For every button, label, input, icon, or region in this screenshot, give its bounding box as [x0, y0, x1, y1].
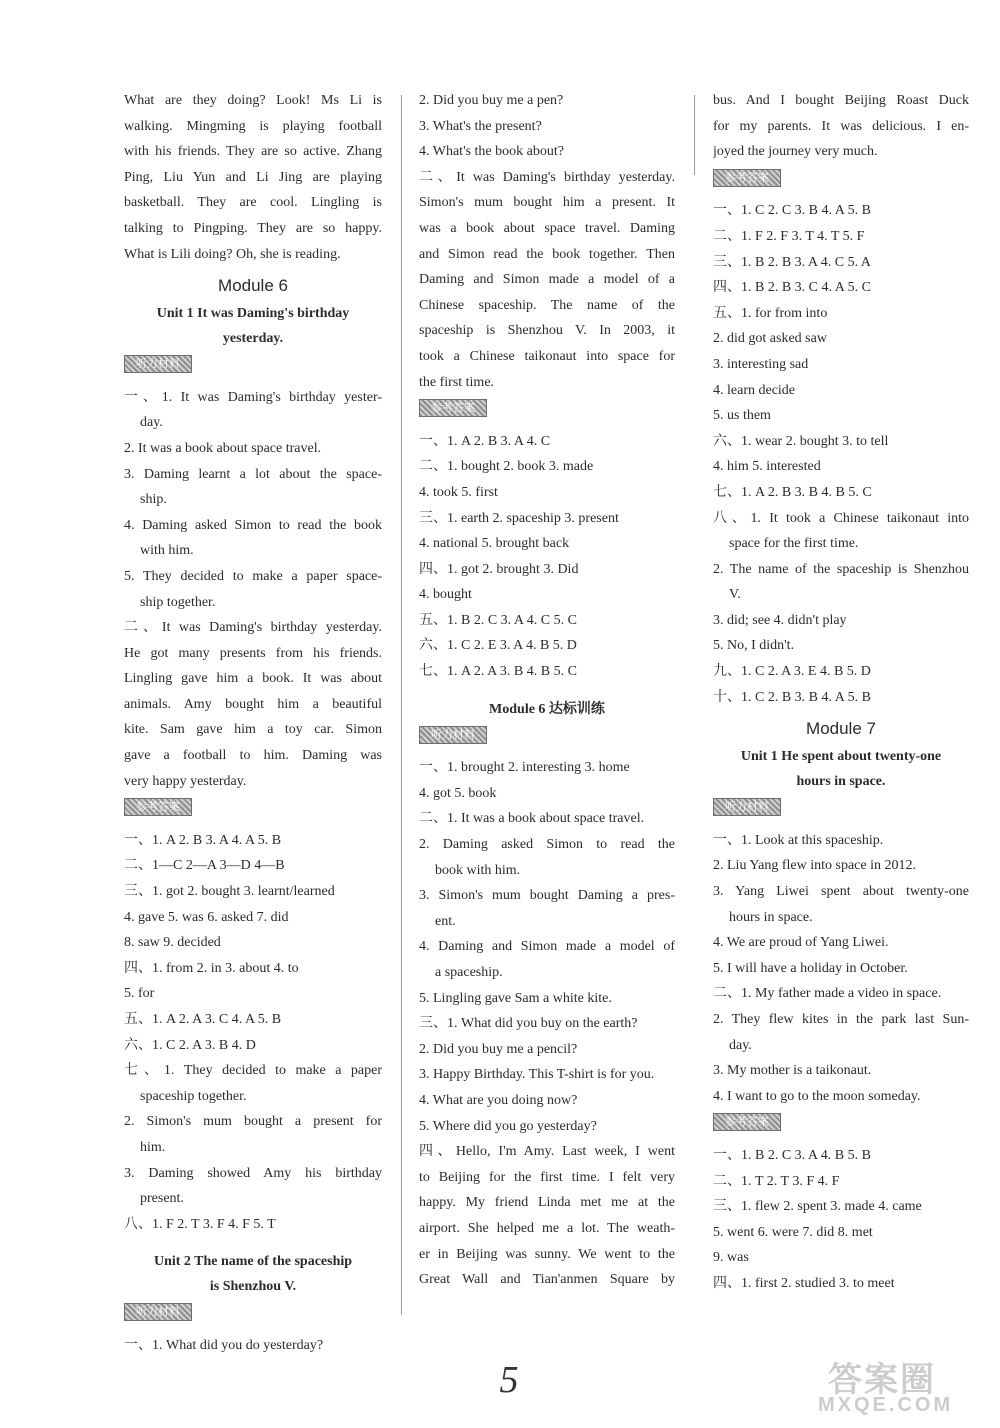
text-line: 4. What are you doing now?	[419, 1092, 578, 1108]
section-tag: 听力材料	[419, 726, 487, 744]
text-line: 4. got 5. book	[419, 785, 497, 801]
section-tag-row	[124, 794, 382, 828]
text-line: 4. gave 5. was 6. asked 7. did	[124, 909, 289, 925]
text-line: He got many presents from his friends.	[124, 645, 382, 661]
text-line: 一、1. A 2. B 3. A 4. C	[419, 433, 551, 449]
text-line: 5. went 6. were 7. did 8. met	[713, 1224, 873, 1240]
text-line: gave a football to him. Daming was	[124, 748, 382, 764]
text-line: 四、1. first 2. studied 3. to meet	[713, 1275, 895, 1291]
text-line: joyed the journey very much.	[713, 144, 878, 160]
text-line: 2. Did you buy me a pencil?	[419, 1041, 578, 1057]
text-line: 三、1. What did you buy on the earth?	[419, 1016, 638, 1032]
text-line: book with him.	[435, 862, 521, 878]
text-line: 七、1. A 2. B 3. B 4. B 5. C	[713, 484, 872, 500]
text-line: Chinese spaceship. The name of the	[419, 297, 675, 313]
section-tag-row	[713, 794, 969, 828]
text-line: 3. Simon's mum bought Daming a pres-	[419, 888, 675, 904]
unit-heading: hours in space.	[796, 774, 886, 790]
column-middle	[419, 88, 675, 1293]
text-line: 2. did got asked saw	[713, 331, 827, 347]
watermark-top-text: 答案圈	[828, 1360, 936, 1400]
spacer	[124, 1237, 382, 1249]
text-line: space for the first time.	[729, 536, 859, 552]
text-line: 六、1. C 2. A 3. B 4. D	[124, 1037, 256, 1053]
text-line: 3. What's the present?	[419, 118, 542, 134]
module-heading: Module 6	[218, 276, 288, 296]
text-line: 五、1. for from into	[713, 305, 828, 321]
section-tag: 听力材料	[124, 1303, 192, 1321]
text-line: 3. Daming showed Amy his birthday	[124, 1165, 382, 1181]
text-line: 三、1. earth 2. spaceship 3. present	[419, 510, 619, 526]
section-tag: 参考答案	[713, 1113, 781, 1131]
text-line: Lingling gave him a book. It was about	[124, 671, 382, 687]
text-line: airport. She helped me a lot. The weath-	[419, 1220, 675, 1236]
text-line: spaceship together.	[140, 1088, 247, 1104]
text-line: to Beijing for the first time. I felt very	[419, 1169, 675, 1185]
text-line: 3. interesting sad	[713, 356, 809, 372]
text-line: 3. My mother is a taikonaut.	[713, 1063, 872, 1079]
text-line: 5. Lingling gave Sam a white kite.	[419, 990, 612, 1006]
section-tag-row	[124, 351, 382, 385]
text-line: 4. Daming and Simon made a model of	[419, 939, 675, 955]
section-tag-row	[713, 165, 969, 199]
text-line: took a Chinese taikonaut into space for	[419, 348, 675, 364]
text-line: very happy yesterday.	[124, 773, 247, 789]
text-line: What is Lili doing? Oh, she is reading.	[124, 246, 341, 262]
text-line: 二、1. bought 2. book 3. made	[419, 459, 594, 475]
text-line: 8. saw 9. decided	[124, 935, 221, 951]
text-line: the first time.	[419, 374, 495, 390]
module-heading: Module 7	[806, 719, 876, 739]
watermark-logo	[818, 1352, 988, 1418]
text-line: 六、1. wear 2. bought 3. to tell	[713, 433, 889, 449]
text-line: 9. was	[713, 1250, 749, 1266]
text-line: hours in space.	[729, 909, 813, 925]
text-line: Daming and Simon made a model of a	[419, 272, 675, 288]
text-line: 2. The name of the spaceship is Shenzhou	[713, 561, 969, 577]
text-line: was a book about space travel. Daming	[419, 220, 675, 236]
text-line: 二、It was Daming's birthday yesterday.	[419, 169, 675, 185]
text-line: 一、1. brought 2. interesting 3. home	[419, 760, 630, 776]
text-line: 六、1. C 2. E 3. A 4. B 5. D	[419, 638, 577, 654]
text-line: 一、1. C 2. C 3. B 4. A 5. B	[713, 203, 871, 219]
text-line: 2. Daming asked Simon to read the	[419, 837, 675, 853]
text-line: 七、1. A 2. A 3. B 4. B 5. C	[419, 664, 577, 680]
text-line: ship together.	[140, 594, 216, 610]
section-tag-row	[419, 395, 675, 429]
text-line: 七、1. They decided to make a paper	[124, 1063, 382, 1079]
unit-heading: yesterday.	[222, 331, 284, 347]
text-line: 5. for	[124, 986, 155, 1002]
text-line: Simon's mum bought him a present. It	[419, 195, 675, 211]
text-line: 二、1. My father made a video in space.	[713, 986, 942, 1002]
text-line: Great Wall and Tian'anmen Square by	[419, 1272, 675, 1288]
text-line: 5. I will have a holiday in October.	[713, 960, 908, 976]
text-line: 五、1. B 2. C 3. A 4. C 5. C	[419, 612, 577, 628]
section-tag-row	[713, 1109, 969, 1143]
text-line: Ping, Liu Yun and Li Jing are playing	[124, 169, 382, 185]
column-left	[124, 88, 382, 1359]
column-divider-left	[401, 95, 402, 1315]
text-line: 四、1. from 2. in 3. about 4. to	[124, 960, 299, 976]
section-tag: 参考答案	[419, 399, 487, 417]
text-line: 2. Liu Yang flew into space in 2012.	[713, 858, 916, 874]
text-line: 二、1. T 2. T 3. F 4. F	[713, 1173, 840, 1189]
text-line: spaceship is Shenzhou V. In 2003, it	[419, 323, 675, 339]
text-line: 二、It was Daming's birthday yesterday.	[124, 620, 382, 636]
text-line: day.	[729, 1037, 752, 1053]
text-line: kite. Sam gave him a toy car. Simon	[124, 722, 382, 738]
text-line: 二、1. F 2. F 3. T 4. T 5. F	[713, 228, 865, 244]
text-line: 3. did; see 4. didn't play	[713, 612, 847, 628]
text-line: 2. Did you buy me a pen?	[419, 93, 564, 108]
text-line: 一、1. Look at this spaceship.	[713, 832, 884, 848]
column-divider-right	[694, 95, 695, 175]
section-tag: 参考答案	[713, 169, 781, 187]
text-line: day.	[140, 415, 163, 431]
watermark-url-text: MXQE.COM	[818, 1394, 954, 1416]
unit-heading: Unit 1 It was Daming's birthday	[156, 306, 350, 322]
column-right	[713, 88, 969, 1297]
text-line: 5. They decided to make a paper space-	[124, 568, 382, 584]
text-line: 四、1. got 2. brought 3. Did	[419, 561, 579, 577]
text-line: present.	[140, 1191, 184, 1207]
text-line: 二、1—C 2—A 3—D 4—B	[124, 858, 285, 874]
spacer	[419, 685, 675, 697]
unit-heading: Module 6 达标训练	[489, 701, 605, 717]
text-line: 5. us them	[713, 408, 771, 424]
text-line: 四、1. B 2. B 3. C 4. A 5. C	[713, 280, 871, 296]
text-line: basketball. They are cool. Lingling is	[124, 195, 382, 211]
text-line: 二、1. It was a book about space travel.	[419, 811, 645, 827]
text-line: 2. They flew kites in the park last Sun-	[713, 1012, 969, 1027]
text-line: 十、1. C 2. B 3. B 4. A 5. B	[713, 689, 871, 705]
text-line: 5. No, I didn't.	[713, 638, 795, 654]
text-line: with his friends. They are so active. Zhang	[124, 144, 382, 160]
unit-heading: Unit 2 The name of the spaceship	[153, 1254, 353, 1270]
text-line: a spaceship.	[435, 965, 503, 980]
text-line: 4. national 5. brought back	[419, 536, 570, 552]
text-line: V.	[729, 587, 741, 603]
text-line: 4. him 5. interested	[713, 459, 821, 475]
text-line: 4. bought	[419, 587, 472, 603]
text-line: 3. Daming learnt a lot about the space-	[124, 466, 382, 482]
text-line: 4. learn decide	[713, 382, 796, 398]
unit-heading: is Shenzhou V.	[209, 1279, 297, 1295]
text-line: ship.	[140, 492, 167, 508]
text-line: 4. Daming asked Simon to read the book	[124, 517, 382, 533]
section-tag: 听力材料	[124, 355, 192, 373]
text-line: 5. Where did you go yesterday?	[419, 1118, 597, 1134]
text-line: 三、1. flew 2. spent 3. made 4. came	[713, 1199, 922, 1215]
text-line: animals. Amy bought him a beautiful	[124, 696, 382, 712]
text-line: bus. And I bought Beijing Roast Duck	[713, 93, 969, 108]
text-line: 九、1. C 2. A 3. E 4. B 5. D	[713, 664, 871, 680]
text-line: What are they doing? Look! Ms Li is	[124, 93, 382, 108]
text-line: and Simon read the book together. Then	[419, 246, 675, 262]
text-line: 2. It was a book about space travel.	[124, 440, 322, 456]
text-line: him.	[140, 1139, 166, 1155]
text-line: 三、1. got 2. bought 3. learnt/learned	[124, 884, 335, 900]
text-line: 2. Simon's mum bought a present for	[124, 1114, 382, 1130]
text-line: 3. Happy Birthday. This T-shirt is for you.	[419, 1067, 655, 1083]
page-number: 5	[499, 1359, 519, 1401]
section-tag: 听力材料	[713, 798, 781, 816]
text-line: for my parents. It was delicious. I en-	[713, 118, 969, 134]
text-line: er in Beijing was sunny. We went to the	[419, 1246, 675, 1262]
text-line: 4. I want to go to the moon someday.	[713, 1088, 921, 1104]
text-line: 一、1. What did you do yesterday?	[124, 1337, 324, 1353]
unit-heading: Unit 1 He spent about twenty-one	[740, 749, 942, 765]
text-line: 4. took 5. first	[419, 484, 498, 500]
text-line: talking to Pingping. They are so happy.	[124, 220, 382, 236]
section-tag-row	[419, 722, 675, 756]
text-line: happy. My friend Linda met me at the	[419, 1195, 675, 1211]
text-line: 三、1. B 2. B 3. A 4. C 5. A	[713, 254, 871, 270]
text-line: 一、1. It was Daming's birthday yester-	[124, 389, 382, 405]
text-line: 八、1. F 2. T 3. F 4. F 5. T	[124, 1216, 276, 1232]
text-line: with him.	[140, 543, 194, 559]
section-tag: 参考答案	[124, 798, 192, 816]
text-line: 五、1. A 2. A 3. C 4. A 5. B	[124, 1012, 282, 1027]
text-line: 一、1. B 2. C 3. A 4. B 5. B	[713, 1147, 871, 1163]
text-line: 四、Hello, I'm Amy. Last week, I went	[419, 1144, 675, 1160]
text-line: ent.	[435, 913, 456, 929]
text-line: 3. Yang Liwei spent about twenty-one	[713, 884, 969, 900]
section-tag-row	[124, 1299, 382, 1333]
text-line: 一、1. A 2. B 3. A 4. A 5. B	[124, 832, 282, 848]
text-line: 八、1. It took a Chinese taikonaut into	[713, 510, 969, 526]
text-line: walking. Mingming is playing football	[124, 118, 382, 134]
text-line: 4. We are proud of Yang Liwei.	[713, 935, 889, 951]
text-line: 4. What's the book about?	[419, 144, 564, 160]
